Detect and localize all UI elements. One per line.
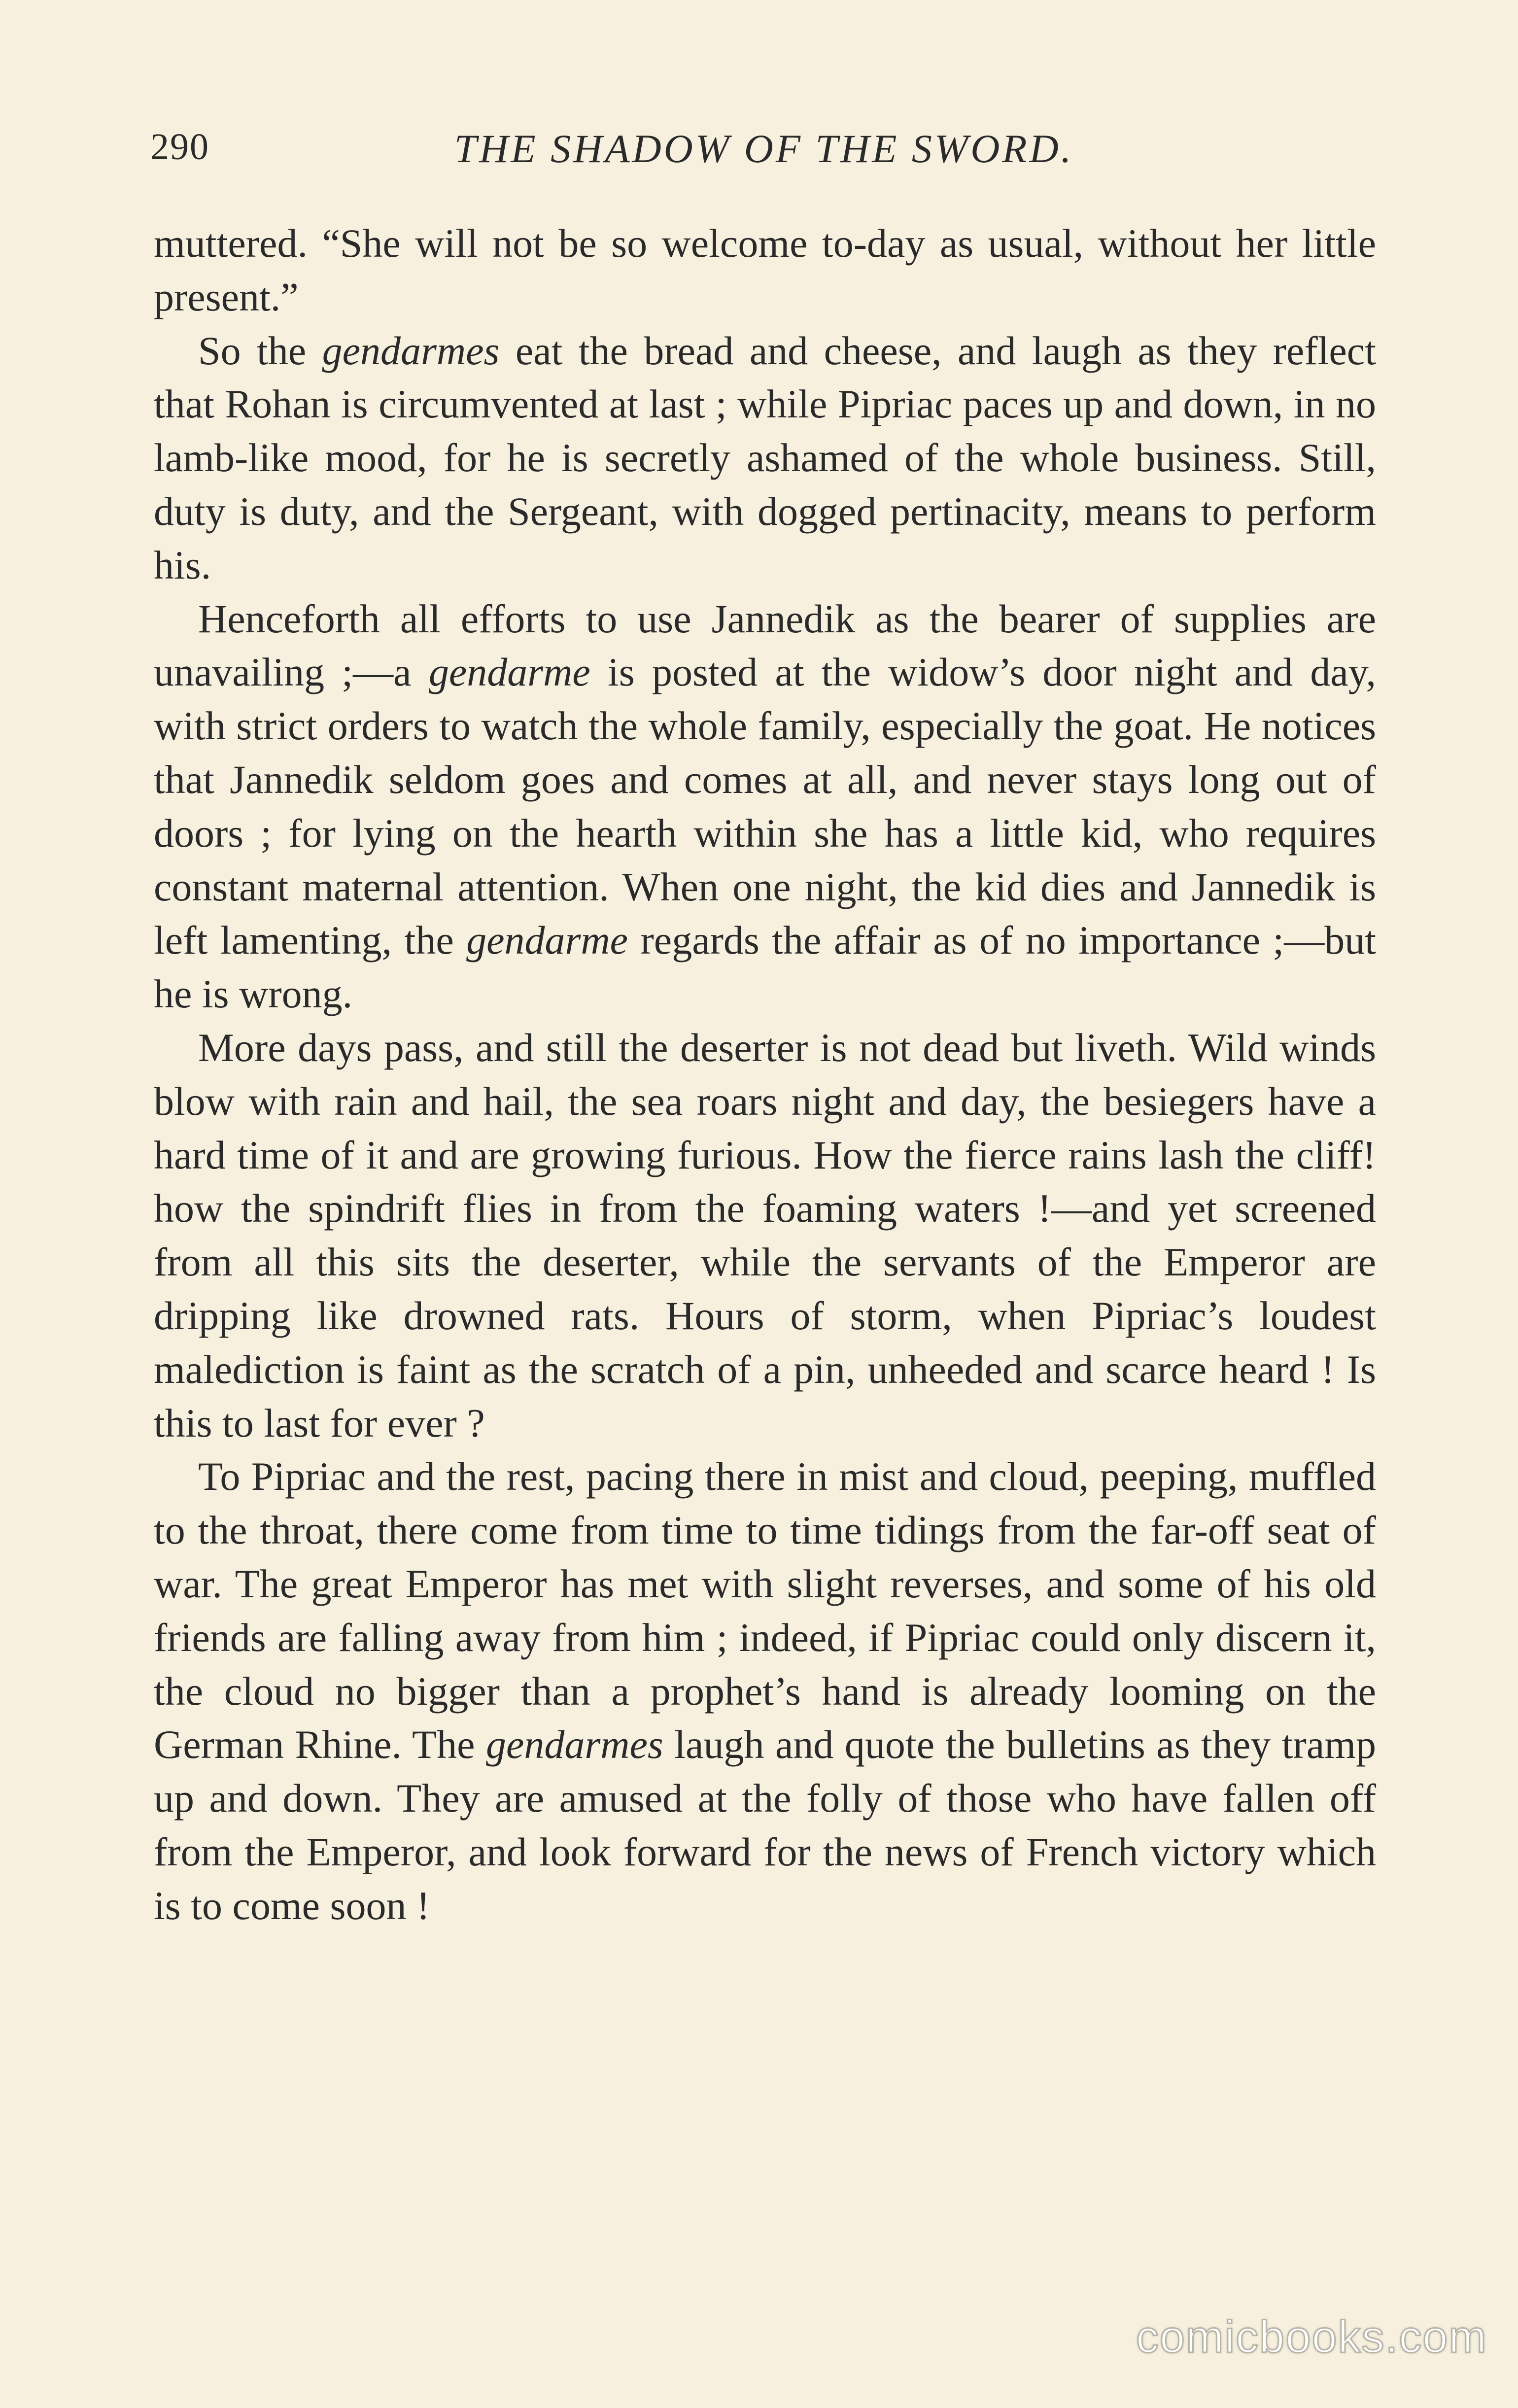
running-head (150, 126, 1378, 175)
italic-term: gendarme (428, 650, 590, 695)
text-run: eat the bread and cheese, and laugh as they reflect that Rohan is circumvented at last ; while Pipriac paces up and down, in no lamb-like mood, for he is secretly ashamed of the whole business. Still, duty is duty, and the Sergeant, with dogged pertinacity, means to perform his. (154, 328, 1376, 587)
text-run: muttered. “She will not be so welcome to-day as usual, without her little present.” (154, 221, 1376, 319)
body-text (154, 217, 1376, 1933)
paragraph-5 (154, 1450, 1376, 1932)
text-run: More days pass, and still the deserter is not dead but liveth. Wild winds blow with rain and hail, the sea roars night and day, the besiegers have a hard time of it and are growing furious. How the fierce rains lash the cliff! how the spindrift flies in from the foaming waters !—and yet screened from all this sits the deserter, while the servants of the Emperor are dripping like drowned rats. Hours of storm, when Pipriac’s loudest malediction is faint as the scratch of a pin, unheeded and scarce heard ! Is this to last for ever ? (154, 1025, 1376, 1445)
page-number: 290 (150, 126, 209, 168)
paragraph-4 (154, 1021, 1376, 1450)
text-run: Henceforth all efforts to use Jannedik as the bearer of supplies are unavailing ;—a (154, 596, 1376, 695)
text-run: So the (198, 328, 322, 373)
watermark-logo: comicbooks.com (1136, 2312, 1487, 2362)
text-run: regards the affair as of no importance ;—but he is wrong. (154, 918, 1376, 1017)
paragraph-1 (154, 217, 1376, 324)
italic-term: gendarmes (486, 1722, 663, 1767)
text-run: is posted at the widow’s door night and day, with strict orders to watch the whole family, especially the goat. He notices that Jannedik seldom goes and comes at all, and never stays long out of doors ; for lying on the hearth within she has a little kid, who requires constant maternal attention. When one night, the kid dies and Jannedik is left lamenting, the (154, 650, 1376, 963)
italic-term: gendarme (466, 918, 628, 963)
paragraph-3 (154, 592, 1376, 1021)
text-run: laugh and quote the bulletins as they tramp up and down. They are amused at the folly of those who have fallen off from the Emperor, and look forward for the news of French victory which is to come soon ! (154, 1722, 1376, 1928)
italic-term: gendarmes (322, 328, 500, 373)
running-title: THE SHADOW OF THE SWORD. (454, 126, 1074, 171)
paragraph-2 (154, 324, 1376, 592)
text-run: To Pipriac and the rest, pacing there in mist and cloud, peeping, muffled to the throat, there come from time to time tidings from the far-off seat of war. The great Emperor has met with slight reverses, and some of his old friends are falling away from him ; indeed, if Pipriac could only discern it, the cloud no bigger than a prophet’s hand is already looming on the German Rhine. The (154, 1454, 1376, 1767)
